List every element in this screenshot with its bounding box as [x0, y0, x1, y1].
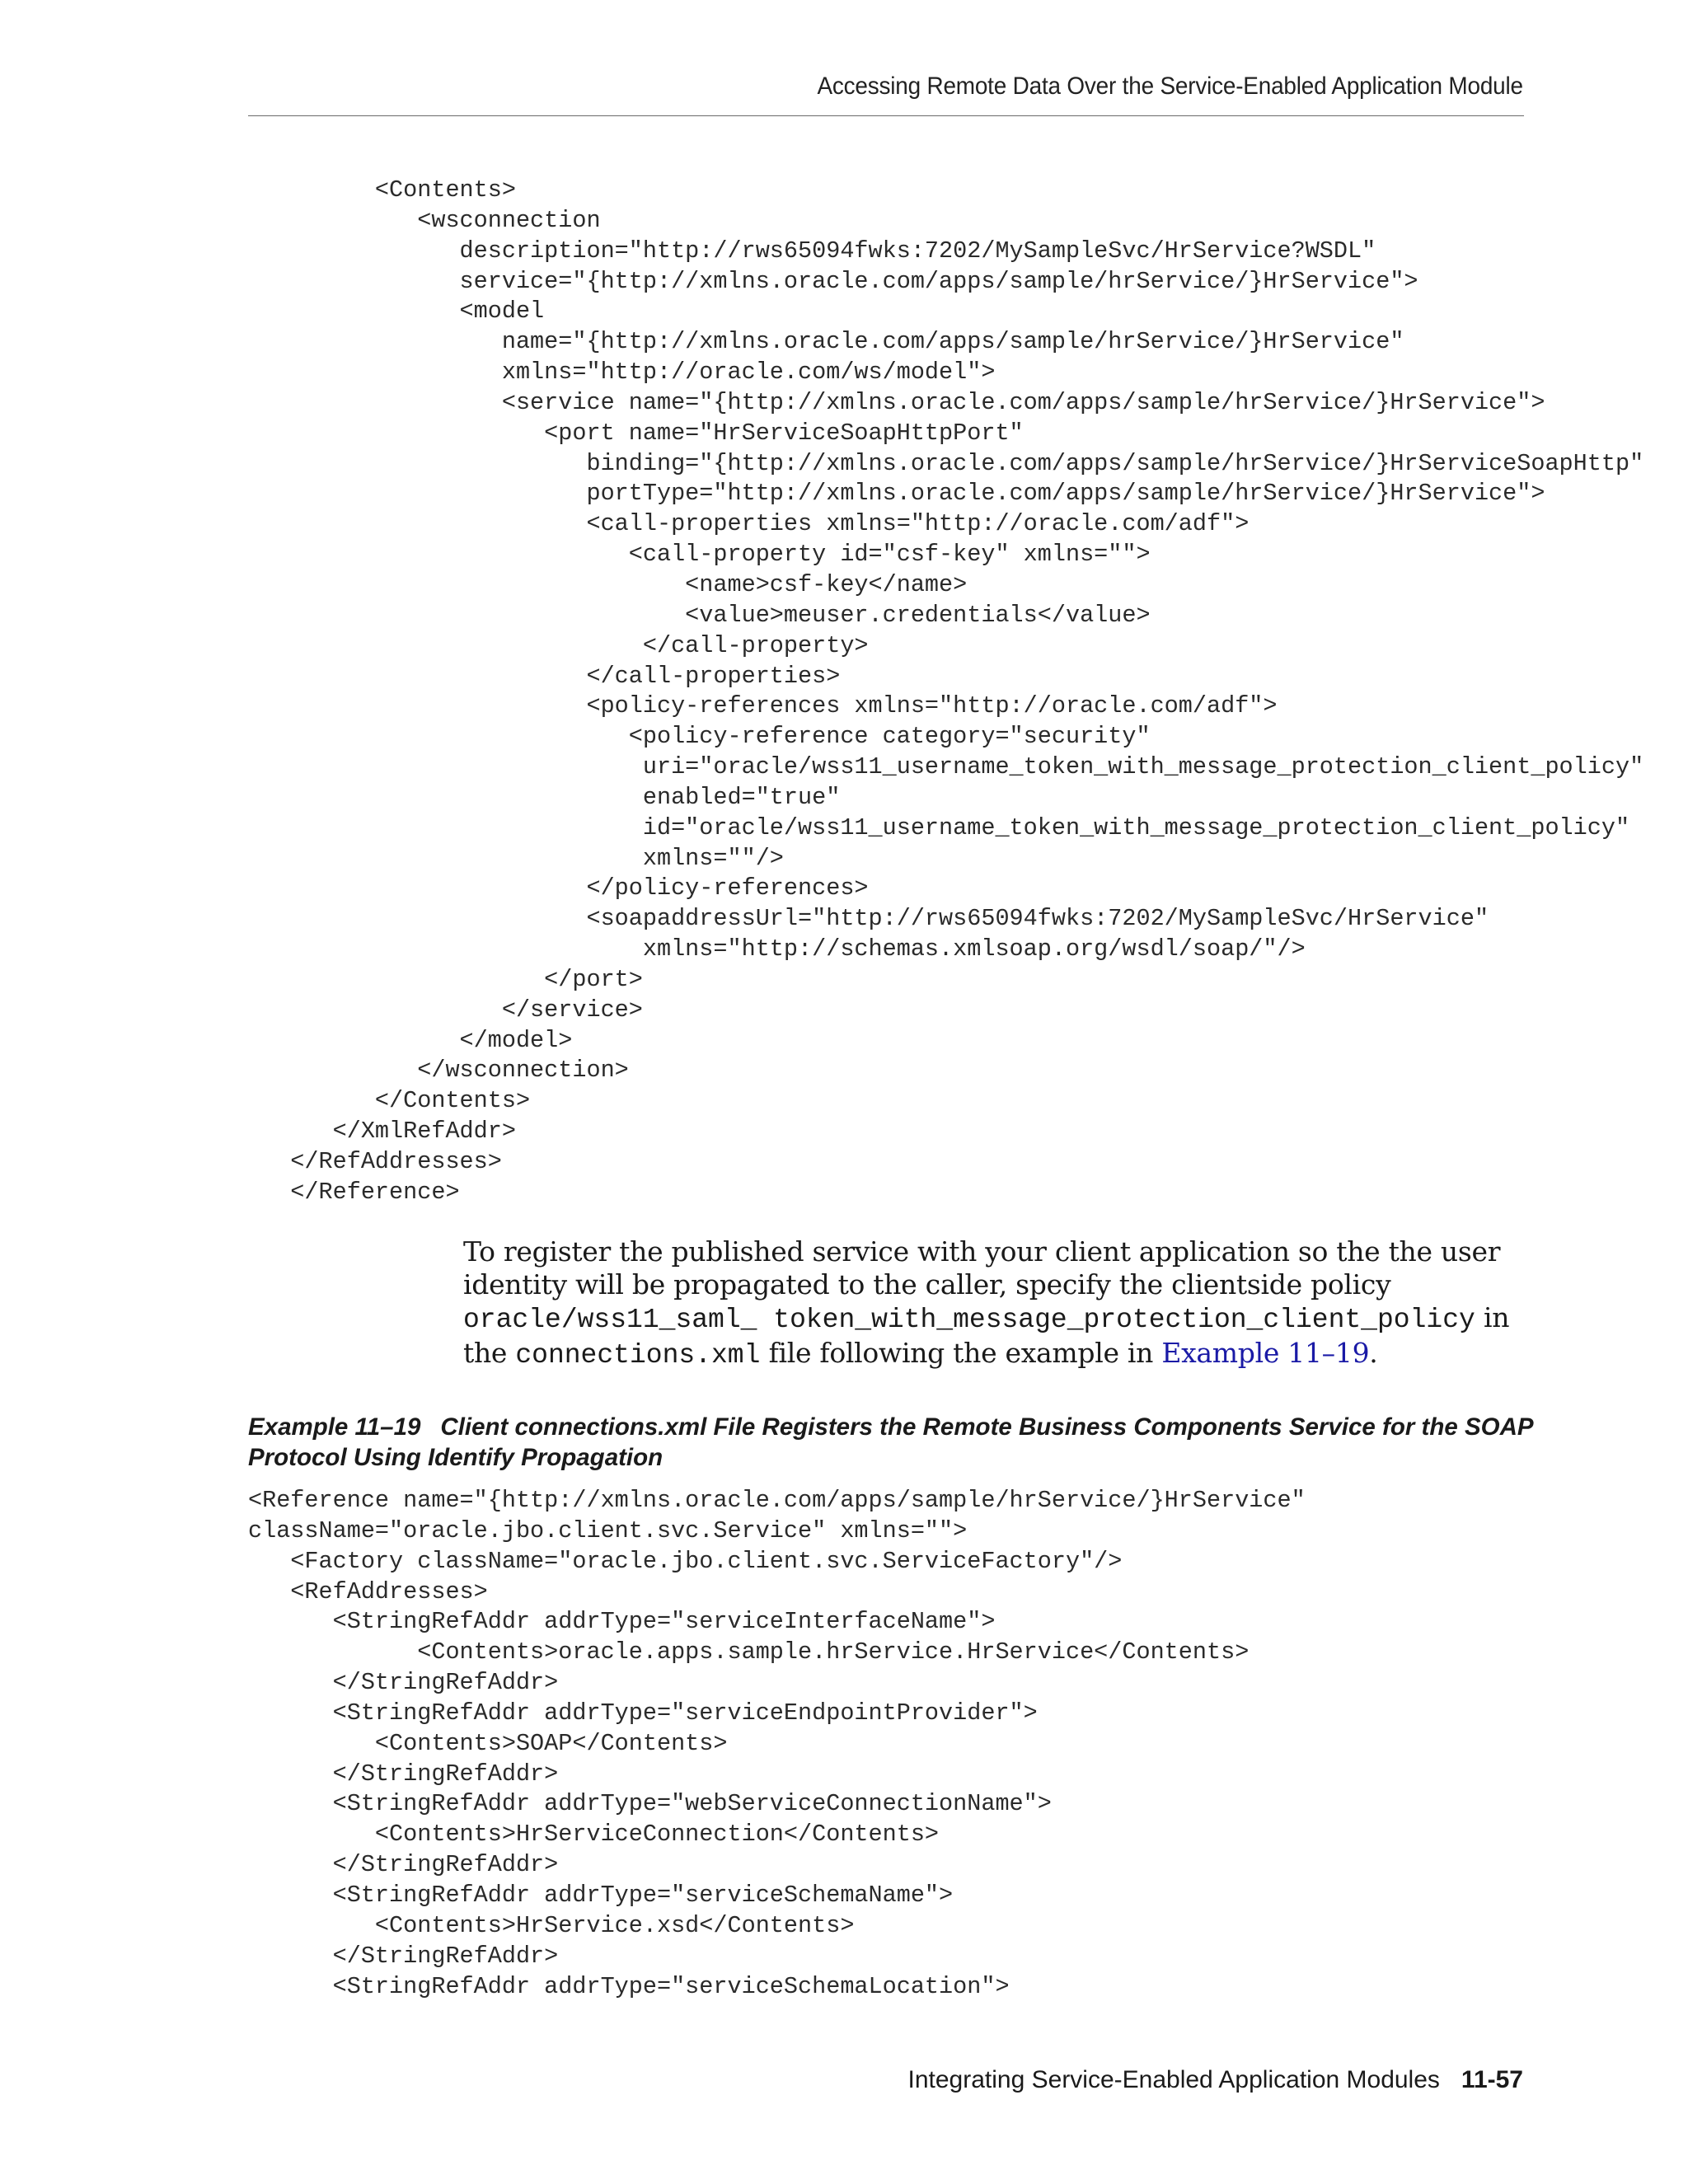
code-line: </call-property>	[248, 631, 869, 659]
code-line: </RefAddresses>	[248, 1148, 502, 1175]
code-line: <policy-reference category="security"	[248, 723, 1151, 751]
code-line: <StringRefAddr addrType="serviceSchemaLocation">	[248, 1972, 1010, 2000]
code-listing-bottom	[248, 1486, 1306, 2002]
file-code: connections.xml	[515, 1340, 761, 1371]
code-line: description="http://rws65094fwks:7202/MySampleSvc/HrService?WSDL"	[248, 237, 1376, 265]
code-line: <value>meuser.credentials</value>	[248, 601, 1151, 629]
body-text-part4: .	[1369, 1337, 1378, 1369]
code-line: </policy-references>	[248, 874, 869, 902]
code-line: <policy-references xmlns="http://oracle.com/adf">	[248, 692, 1278, 720]
code-line: binding="{http://xmlns.oracle.com/apps/sample/hrService/}HrServiceSoapHttp"	[248, 449, 1644, 477]
code-line: </service>	[248, 996, 643, 1024]
example-label: Example 11–19	[248, 1413, 421, 1441]
code-line: <model	[248, 298, 545, 326]
body-text-part3: file following the example in	[760, 1337, 1162, 1369]
code-line: <name>csf-key</name>	[248, 570, 968, 598]
code-line: </call-properties>	[248, 662, 841, 690]
code-line: <Contents>HrServiceConnection</Contents>	[248, 1821, 940, 1849]
code-line: xmlns=""/>	[248, 844, 784, 872]
code-line: <RefAddresses>	[248, 1577, 488, 1605]
example-caption	[248, 1412, 1534, 1473]
code-line: <wsconnection	[248, 206, 601, 234]
code-line: </model>	[248, 1026, 573, 1054]
code-listing-top	[248, 176, 1643, 1208]
code-line: uri="oracle/wss11_username_token_with_message_protection_client_policy"	[248, 753, 1644, 781]
code-line: <soapaddressUrl="http://rws65094fwks:7202/MySampleSvc/HrService"	[248, 905, 1489, 933]
code-line: </Reference>	[248, 1178, 460, 1206]
example-title: Client connections.xml File Registers the Remote Business Components Service for the SOAP Protocol Using Identify Propagation	[248, 1413, 1533, 1471]
code-line: className="oracle.jbo.client.svc.Service" xmlns="">	[248, 1516, 968, 1544]
code-line: xmlns="http://oracle.com/ws/model">	[248, 359, 996, 387]
footer-chapter-title: Integrating Service-Enabled Application Modules	[907, 2066, 1440, 2093]
running-header-title: Accessing Remote Data Over the Service-Enabled Application Module	[817, 73, 1523, 100]
code-line: portType="http://xmlns.oracle.com/apps/sample/hrService/}HrService">	[248, 480, 1545, 508]
code-line: service="{http://xmlns.oracle.com/apps/sample/hrService/}HrService">	[248, 267, 1418, 295]
code-line: <Contents>oracle.apps.sample.hrService.HrService</Contents>	[248, 1638, 1250, 1666]
code-line: <Contents>	[248, 176, 516, 204]
code-line: </StringRefAddr>	[248, 1851, 559, 1879]
header-rule	[248, 115, 1524, 116]
body-paragraph	[463, 1235, 1535, 1372]
policy-code: oracle/wss11_saml_ token_with_message_protection_client_policy	[463, 1305, 1475, 1335]
code-line: <StringRefAddr addrType="webServiceConnectionName">	[248, 1790, 1052, 1818]
code-line: <StringRefAddr addrType="serviceSchemaName">	[248, 1881, 954, 1909]
code-line: <Factory className="oracle.jbo.client.svc.ServiceFactory"/>	[248, 1547, 1123, 1575]
code-line: id="oracle/wss11_username_token_with_message_protection_client_policy"	[248, 813, 1630, 841]
code-line: <call-property id="csf-key" xmlns="">	[248, 541, 1151, 569]
code-line: <port name="HrServiceSoapHttpPort"	[248, 419, 1024, 447]
body-text-part2: in the	[463, 1301, 1510, 1369]
code-line: <Reference name="{http://xmlns.oracle.com/apps/sample/hrService/}HrService"	[248, 1487, 1306, 1514]
code-line: enabled="true"	[248, 783, 841, 811]
code-line: </StringRefAddr>	[248, 1669, 559, 1697]
code-line: </port>	[248, 965, 643, 993]
code-line: </Contents>	[248, 1087, 531, 1115]
code-line: <service name="{http://xmlns.oracle.com/apps/sample/hrService/}HrService">	[248, 388, 1545, 416]
example-link[interactable]: Example 11–19	[1161, 1337, 1370, 1369]
code-line: <Contents>HrService.xsd</Contents>	[248, 1911, 855, 1939]
body-text-part1: To register the published service with your client application so the the user identity will be propagated to the caller, specify the clientside policy	[463, 1235, 1501, 1301]
page-footer	[908, 2066, 1523, 2094]
code-line: xmlns="http://schemas.xmlsoap.org/wsdl/soap/"/>	[248, 935, 1306, 963]
code-line: </StringRefAddr>	[248, 1942, 559, 1970]
code-line: <call-properties xmlns="http://oracle.com/adf">	[248, 510, 1250, 538]
code-line: <Contents>SOAP</Contents>	[248, 1729, 728, 1757]
code-line: <StringRefAddr addrType="serviceInterfaceName">	[248, 1608, 996, 1636]
page-number: 11-57	[1461, 2066, 1523, 2093]
code-line: name="{http://xmlns.oracle.com/apps/sample/hrService/}HrService"	[248, 328, 1404, 356]
code-line: </XmlRefAddr>	[248, 1118, 516, 1146]
code-line: </StringRefAddr>	[248, 1760, 559, 1788]
code-line: </wsconnection>	[248, 1057, 629, 1085]
code-line: <StringRefAddr addrType="serviceEndpointProvider">	[248, 1699, 1038, 1727]
